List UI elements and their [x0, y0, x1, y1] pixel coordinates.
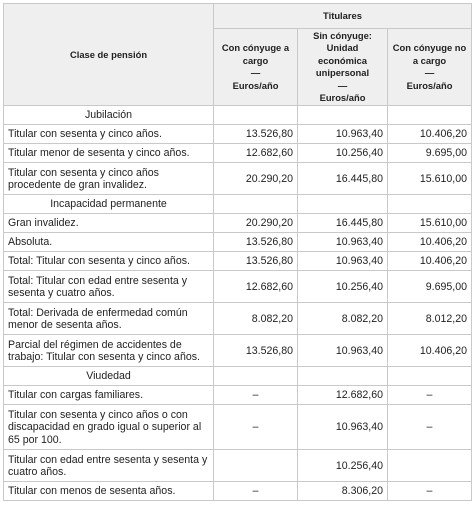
row-label: Total: Titular con edad entre sesenta y sesenta y cuatro años. — [4, 271, 214, 303]
table-row — [4, 271, 472, 303]
value-conyuge-no-cargo: 15.610,00 — [388, 214, 472, 233]
column-dash: — — [424, 67, 435, 79]
value-sin-conyuge: 12.682,60 — [298, 386, 388, 405]
column-title: Con cónyuge no a cargo — [392, 42, 467, 66]
column-dash: — — [250, 67, 261, 79]
value-conyuge-no-cargo — [388, 450, 472, 482]
column-unit: Euros/año — [232, 79, 279, 91]
value-sin-conyuge: 10.963,40 — [298, 233, 388, 252]
row-label: Titular con sesenta y cinco años o con discapacidad en grado igual o superior al 65 por 100. — [4, 405, 214, 450]
row-label: Total: Titular con sesenta y cinco años. — [4, 252, 214, 271]
row-label: Titular con sesenta y cinco años. — [4, 125, 214, 144]
value-con-conyuge: – — [214, 386, 298, 405]
value-con-conyuge: 13.526,80 — [214, 125, 298, 144]
value-con-conyuge: 12.682,60 — [214, 144, 298, 163]
value-con-conyuge: – — [214, 482, 298, 501]
table-row — [4, 405, 472, 450]
row-label: Total: Derivada de enfermedad común menor de sesenta años. — [4, 303, 214, 335]
table-row — [4, 252, 472, 271]
value-sin-conyuge: 10.963,40 — [298, 335, 388, 367]
value-conyuge-no-cargo: 9.695,00 — [388, 144, 472, 163]
column-dash: — — [337, 79, 348, 91]
value-sin-conyuge: 10.256,40 — [298, 144, 388, 163]
table-row — [4, 335, 472, 367]
value-sin-conyuge: 10.963,40 — [298, 252, 388, 271]
value-conyuge-no-cargo: 9.695,00 — [388, 271, 472, 303]
value-sin-conyuge: 10.256,40 — [298, 450, 388, 482]
column-header-conyuge-no-cargo — [388, 29, 472, 106]
value-con-conyuge: 13.526,80 — [214, 233, 298, 252]
row-label: Titular con cargas familiares. — [4, 386, 214, 405]
table-row — [4, 482, 472, 501]
category-label: Incapacidad permanente — [4, 195, 214, 214]
value-sin-conyuge: 8.082,20 — [298, 303, 388, 335]
table-row — [4, 144, 472, 163]
row-label: Titular con sesenta y cinco años procedente de gran invalidez. — [4, 163, 214, 195]
value-con-conyuge: 20.290,20 — [214, 214, 298, 233]
value-conyuge-no-cargo: – — [388, 482, 472, 501]
table-row — [4, 125, 472, 144]
value-sin-conyuge: 16.445,80 — [298, 214, 388, 233]
value-con-conyuge: 8.082,20 — [214, 303, 298, 335]
value-con-conyuge: – — [214, 405, 298, 450]
table-row — [4, 450, 472, 482]
row-label: Gran invalidez. — [4, 214, 214, 233]
category-row-jubilacion — [4, 106, 472, 125]
value-conyuge-no-cargo: 10.406,20 — [388, 125, 472, 144]
value-conyuge-no-cargo: 10.406,20 — [388, 252, 472, 271]
table-row — [4, 233, 472, 252]
category-label: Viudedad — [4, 367, 214, 386]
value-conyuge-no-cargo: 10.406,20 — [388, 233, 472, 252]
table-row — [4, 386, 472, 405]
value-con-conyuge: 20.290,20 — [214, 163, 298, 195]
row-label: Titular con menos de sesenta años. — [4, 482, 214, 501]
value-con-conyuge — [214, 450, 298, 482]
value-sin-conyuge: 10.963,40 — [298, 125, 388, 144]
category-label: Jubilación — [4, 106, 214, 125]
value-conyuge-no-cargo: – — [388, 386, 472, 405]
row-label: Absoluta. — [4, 233, 214, 252]
value-sin-conyuge: 8.306,20 — [298, 482, 388, 501]
pension-table — [3, 3, 472, 501]
category-row-incapacidad — [4, 195, 472, 214]
titulares-header: Titulares — [214, 4, 472, 29]
column-header-con-conyuge — [214, 29, 298, 106]
column-title: Con cónyuge a cargo — [221, 42, 290, 66]
column-unit: Euros/año — [406, 79, 453, 91]
value-con-conyuge: 13.526,80 — [214, 252, 298, 271]
table-row — [4, 303, 472, 335]
column-header-sin-conyuge — [298, 29, 388, 106]
value-conyuge-no-cargo: – — [388, 405, 472, 450]
value-con-conyuge: 12.682,60 — [214, 271, 298, 303]
value-conyuge-no-cargo: 10.406,20 — [388, 335, 472, 367]
column-unit: Euros/año — [319, 92, 366, 104]
value-sin-conyuge: 10.963,40 — [298, 405, 388, 450]
row-label: Parcial del régimen de accidentes de trabajo: Titular con sesenta y cinco años. — [4, 335, 214, 367]
table-row — [4, 163, 472, 195]
class-header: Clase de pensión — [4, 4, 214, 106]
value-con-conyuge: 13.526,80 — [214, 335, 298, 367]
row-label: Titular con edad entre sesenta y sesenta y cuatro años. — [4, 450, 214, 482]
value-conyuge-no-cargo: 15.610,00 — [388, 163, 472, 195]
value-sin-conyuge: 10.256,40 — [298, 271, 388, 303]
category-row-viudedad — [4, 367, 472, 386]
column-title: Sin cónyuge: Unidad económica unipersonal — [313, 30, 372, 79]
value-conyuge-no-cargo: 8.012,20 — [388, 303, 472, 335]
table-row — [4, 214, 472, 233]
value-sin-conyuge: 16.445,80 — [298, 163, 388, 195]
row-label: Titular menor de sesenta y cinco años. — [4, 144, 214, 163]
